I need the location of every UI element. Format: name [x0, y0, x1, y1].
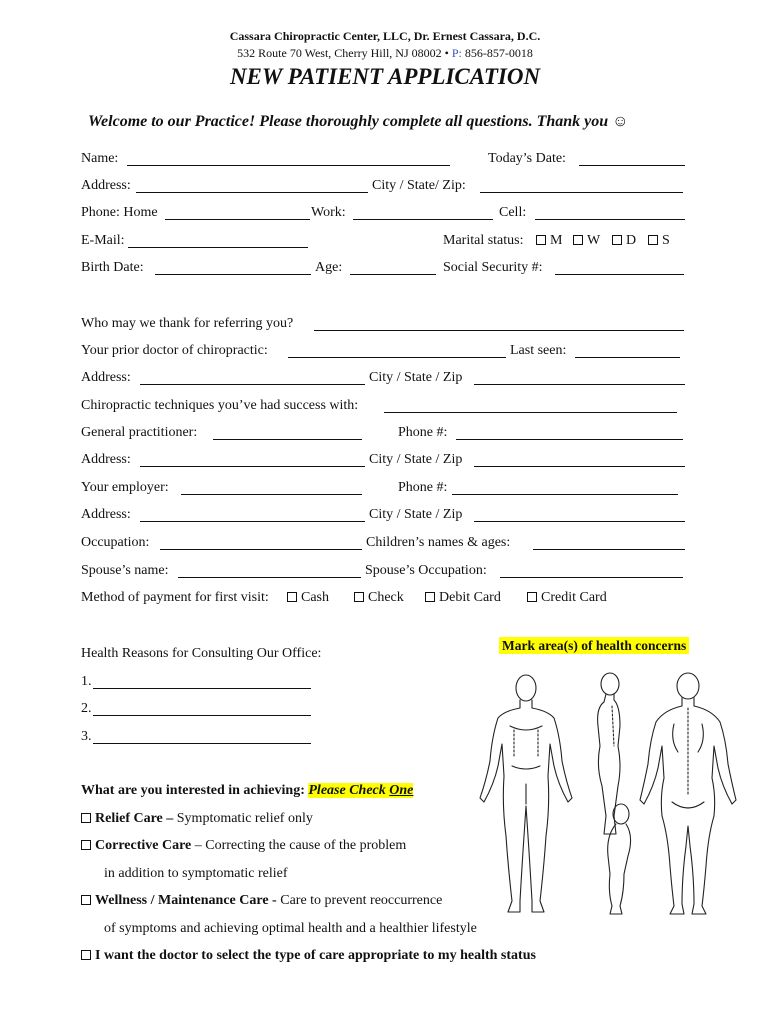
age-label: Age: [315, 260, 343, 275]
address-3-field[interactable] [140, 452, 365, 467]
payment-option-check[interactable]: Check [354, 590, 404, 606]
welcome-text: Welcome to our Practice! Please thoroughly complete all questions. Thank you [88, 113, 609, 130]
body-side-figure-upper[interactable] [598, 673, 620, 834]
wellness-care-desc-2: of symptoms and achieving optimal health and a healthier lifestyle [104, 921, 477, 936]
row-gp [81, 425, 687, 445]
email-field[interactable] [128, 233, 308, 248]
page-title: NEW PATIENT APPLICATION [229, 64, 541, 89]
marital-status-label: Marital status: [443, 233, 524, 248]
checkbox-icon [81, 813, 91, 823]
checkbox-icon [425, 592, 435, 602]
row-email-marital [81, 233, 687, 253]
row-occupation [81, 535, 687, 555]
checkbox-icon [81, 950, 91, 960]
address-label: Address: [81, 178, 131, 193]
practice-name: Cassara Chiropractic Center, LLC, Dr. Ernest Cassara, D.C. [229, 29, 541, 43]
age-field[interactable] [350, 260, 436, 275]
techniques-field[interactable] [384, 398, 677, 413]
phone-number: 856-857-0018 [464, 46, 533, 60]
corrective-care-desc: – Correcting the cause of the problem [194, 838, 407, 853]
city-state-zip-2-field[interactable] [474, 370, 685, 385]
health-reason-2-field[interactable] [93, 701, 311, 716]
row-prior-doctor [81, 343, 687, 363]
children-field[interactable] [533, 535, 685, 550]
corrective-care-title: Corrective Care [95, 838, 192, 853]
cell-phone-field[interactable] [535, 205, 685, 220]
row-name-date [81, 151, 687, 171]
spouse-occupation-label: Spouse’s Occupation: [365, 563, 487, 578]
option-wellness-care[interactable] [81, 893, 442, 909]
phone-home-label: Phone: Home [81, 205, 158, 220]
address-2-field[interactable] [140, 370, 365, 385]
address-text: 532 Route 70 West, Cherry Hill, NJ 08002 • [237, 46, 449, 60]
checkbox-icon [527, 592, 537, 602]
option-corrective-care[interactable] [81, 838, 406, 854]
gp-phone-field[interactable] [456, 425, 683, 440]
address-4-field[interactable] [140, 507, 365, 522]
relief-care-desc: Symptomatic relief only [176, 811, 313, 826]
work-label: Work: [311, 205, 346, 220]
referral-field[interactable] [314, 316, 684, 331]
option-relief-care[interactable] [81, 811, 313, 827]
checkbox-icon [573, 235, 583, 245]
wellness-care-title: Wellness / Maintenance Care - [95, 893, 277, 908]
health-reason-3-field[interactable] [93, 729, 311, 744]
marital-option-w[interactable]: W [573, 233, 600, 249]
checkbox-icon [612, 235, 622, 245]
payment-label: Method of payment for first visit: [81, 590, 269, 605]
body-back-figure[interactable] [640, 673, 736, 914]
ssn-label: Social Security #: [443, 260, 543, 275]
row-birth [81, 260, 687, 280]
children-label: Children’s names & ages: [366, 535, 511, 550]
birth-date-label: Birth Date: [81, 260, 144, 275]
checkbox-icon [354, 592, 364, 602]
body-diagram[interactable] [474, 666, 748, 920]
smiley-icon: ☺ [612, 113, 629, 130]
row-employer [81, 480, 687, 500]
employer-phone-label: Phone #: [398, 480, 448, 495]
goals-question-text: What are you interested in achieving: [81, 783, 305, 798]
row-address-2 [81, 370, 687, 390]
name-field[interactable] [127, 151, 450, 166]
gp-field[interactable] [213, 425, 362, 440]
city-state-zip-2-label: City / State / Zip [369, 370, 463, 385]
doctor-select-text: I want the doctor to select the type of care appropriate to my health status [95, 948, 536, 963]
row-address [81, 178, 687, 198]
prior-doctor-field[interactable] [288, 343, 506, 358]
cell-label: Cell: [499, 205, 527, 220]
email-label: E-Mail: [81, 233, 125, 248]
health-reasons-label: Health Reasons for Consulting Our Office: [81, 646, 322, 661]
row-referral [81, 316, 687, 336]
address-3-label: Address: [81, 452, 131, 467]
spouse-name-label: Spouse’s name: [81, 563, 169, 578]
techniques-label: Chiropractic techniques you’ve had success with: [81, 398, 359, 413]
city-state-zip-field[interactable] [480, 178, 683, 193]
practice-address [0, 46, 770, 61]
employer-field[interactable] [181, 480, 362, 495]
checkbox-icon [287, 592, 297, 602]
checkbox-icon [648, 235, 658, 245]
address-field[interactable] [136, 178, 368, 193]
ssn-field[interactable] [555, 260, 684, 275]
option-doctor-select[interactable] [81, 948, 536, 964]
city-state-zip-label: City / State/ Zip: [372, 178, 466, 193]
mark-areas-label: Mark area(s) of health concerns [499, 638, 689, 655]
spouse-name-field[interactable] [178, 563, 361, 578]
work-phone-field[interactable] [353, 205, 493, 220]
last-seen-label: Last seen: [510, 343, 567, 358]
employer-phone-field[interactable] [452, 480, 678, 495]
payment-option-cash[interactable]: Cash [287, 590, 329, 606]
referral-label: Who may we thank for referring you? [81, 316, 294, 331]
relief-care-title: Relief Care – [95, 811, 174, 826]
todays-date-label: Today’s Date: [488, 151, 566, 166]
check-one-instruction: Please Check One [308, 783, 414, 798]
address-2-label: Address: [81, 370, 131, 385]
row-techniques [81, 398, 687, 418]
occupation-field[interactable] [160, 535, 362, 550]
prior-doctor-label: Your prior doctor of chiropractic: [81, 343, 268, 358]
marital-option-d[interactable]: D [612, 233, 636, 249]
city-state-zip-3-field[interactable] [474, 452, 685, 467]
city-state-zip-4-field[interactable] [474, 507, 685, 522]
last-seen-field[interactable] [575, 343, 680, 358]
marital-option-s[interactable]: S [648, 233, 670, 249]
checkbox-icon [536, 235, 546, 245]
birth-date-field[interactable] [155, 260, 311, 275]
welcome-message [88, 113, 628, 131]
health-reason-number: 1. [81, 674, 92, 689]
todays-date-field[interactable] [579, 151, 685, 166]
payment-option-credit[interactable]: Credit Card [527, 590, 607, 606]
row-address-4 [81, 507, 687, 527]
corrective-care-desc-2: in addition to symptomatic relief [104, 866, 288, 881]
checkbox-icon [81, 895, 91, 905]
row-spouse [81, 563, 687, 583]
name-label: Name: [81, 151, 119, 166]
checkbox-icon [81, 840, 91, 850]
goals-question [81, 783, 413, 799]
payment-option-debit[interactable]: Debit Card [425, 590, 501, 606]
phone-prefix: P: [451, 46, 462, 60]
city-state-zip-4-label: City / State / Zip [369, 507, 463, 522]
health-reason-number: 3. [81, 729, 92, 744]
health-reason-1-field[interactable] [93, 674, 311, 689]
gp-label: General practitioner: [81, 425, 198, 440]
employer-label: Your employer: [81, 480, 169, 495]
body-side-figure-lower[interactable] [608, 804, 631, 914]
row-payment [81, 590, 687, 610]
spouse-occupation-field[interactable] [500, 563, 683, 578]
marital-option-m[interactable]: M [536, 233, 562, 249]
phone-home-field[interactable] [165, 205, 310, 220]
row-address-3 [81, 452, 687, 472]
city-state-zip-3-label: City / State / Zip [369, 452, 463, 467]
gp-phone-label: Phone #: [398, 425, 448, 440]
body-front-figure[interactable] [480, 675, 572, 912]
row-phone [81, 205, 687, 225]
health-reason-number: 2. [81, 701, 92, 716]
wellness-care-desc: Care to prevent reoccurrence [280, 893, 443, 908]
address-4-label: Address: [81, 507, 131, 522]
occupation-label: Occupation: [81, 535, 150, 550]
